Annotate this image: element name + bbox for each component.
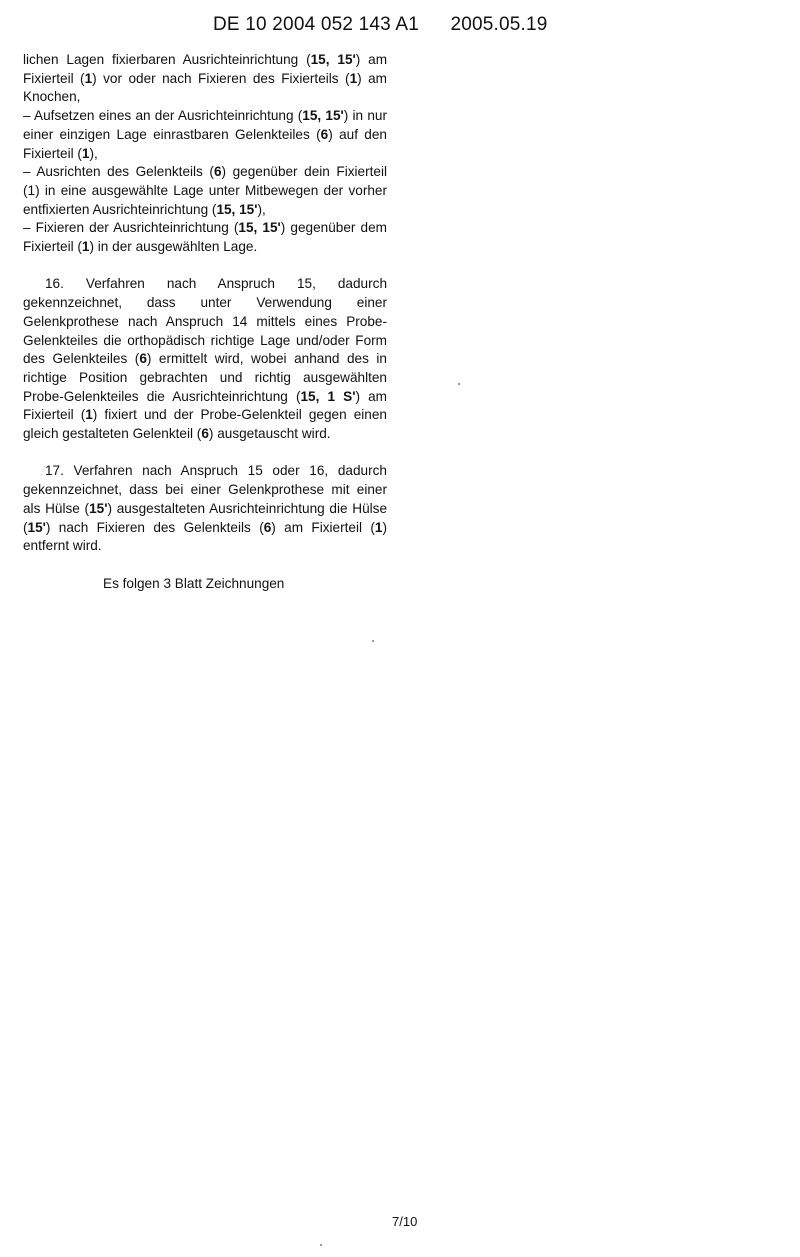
drawings-follow-note: Es folgen 3 Blatt Zeichnungen <box>103 575 285 591</box>
reference-numeral: 6 <box>320 126 329 142</box>
reference-numeral: 15, 15' <box>302 108 344 124</box>
text-run: – Aufsetzen eines an der Ausrichteinrichtung ( <box>23 108 303 124</box>
text-run: ) am Fixierteil ( <box>23 52 388 86</box>
reference-numeral: 6 <box>213 164 222 180</box>
claim-16-paragraph <box>23 275 387 443</box>
reference-numeral: 6 <box>201 426 209 442</box>
reference-numeral: 1 <box>84 70 93 86</box>
text-run: ) auf den Fixierteil ( <box>23 126 387 161</box>
claim-17-paragraph <box>23 462 387 556</box>
text-run: ) gegenüber dem Fixierteil ( <box>23 220 387 255</box>
text-run: ) in nur einer einzigen Lage einrastbaren Gelenkteiles ( <box>23 108 387 142</box>
reference-numeral: 6 <box>263 519 272 535</box>
text-run: lichen Lagen fixierbaren Ausrichteinrichtung ( <box>23 52 311 67</box>
method-step-aufsetzen <box>23 107 387 163</box>
text-run: ) ermittelt wird, wobei anhand des in richtige Position gebrachten und richtig ausgewählten Probe-Gelenkteiles die Ausrichteinrichtung ( <box>23 351 387 404</box>
reference-numeral: 1 <box>81 239 90 255</box>
reference-numeral: 15, 15' <box>310 52 356 67</box>
reference-numeral: 1 <box>374 519 383 535</box>
reference-numeral: 15, 1 S' <box>300 388 356 404</box>
reference-numeral: 1 <box>85 407 93 423</box>
text-run: – Fixieren der Ausrichteinrichtung ( <box>23 220 239 236</box>
text-run: ) ausgetauscht wird. <box>208 426 331 442</box>
text-run: ), <box>89 145 98 161</box>
text-run: ) in der ausgewählten Lage. <box>89 239 258 255</box>
text-run: 16. Verfahren nach Anspruch 15, dadurch gekennzeichnet, dass unter Verwendung einer Gelenkprothese nach Anspruch 14 mittels eines Probe-Gelenkteiles die orthopädisch richtige Lage und/oder Form des Gelenkteiles ( <box>23 276 387 367</box>
scan-speck <box>458 383 460 385</box>
reference-numeral: 15, 15' <box>216 201 258 217</box>
text-run: ) gegenüber dein Fixierteil (1) in eine ausgewählte Lage unter Mitbewegen der vorher entfixierten Ausrichteinrichtung ( <box>23 164 387 217</box>
reference-numeral: 1 <box>349 70 358 86</box>
text-run: ) am Fixierteil ( <box>23 388 388 423</box>
scan-speck <box>320 1244 322 1246</box>
method-step-fixieren <box>23 219 387 256</box>
claim-continuation-paragraph <box>23 51 387 107</box>
publication-date: 2005.05.19 <box>450 14 548 35</box>
text-run: 17. Verfahren nach Anspruch 15 oder 16, dadurch gekennzeichnet, dass bei einer Gelenkprothese mit einer als Hülse ( <box>23 463 387 516</box>
text-run: ) am Knochen, <box>23 70 387 105</box>
text-run: ) entfernt wird. <box>23 519 387 554</box>
document-number: DE 10 2004 052 143 A1 <box>213 14 419 35</box>
text-run: ), <box>257 201 266 217</box>
text-run: ) vor oder nach Fixieren des Fixierteils ( <box>92 70 350 86</box>
text-run: ) ausgestalteten Ausrichteinrichtung die Hülse ( <box>23 500 388 535</box>
method-step-ausrichten <box>23 163 387 219</box>
scan-speck <box>372 640 374 642</box>
reference-numeral: 6 <box>139 351 147 367</box>
reference-numeral: 15, 15' <box>238 220 281 236</box>
text-run: ) nach Fixieren des Gelenkteils ( <box>45 519 264 535</box>
document-header <box>213 14 593 36</box>
text-run: ) fixiert und der Probe-Gelenkteil gegen einen gleich gestalteten Gelenkteil ( <box>23 407 387 442</box>
page-number: 7/10 <box>392 1214 418 1229</box>
reference-numeral: 1 <box>81 145 90 161</box>
text-run: – Ausrichten des Gelenkteils ( <box>23 164 214 180</box>
text-column <box>23 51 387 594</box>
reference-numeral: 15' <box>89 500 108 516</box>
reference-numeral: 15' <box>27 519 46 535</box>
text-run: ) am Fixierteil ( <box>271 519 375 535</box>
